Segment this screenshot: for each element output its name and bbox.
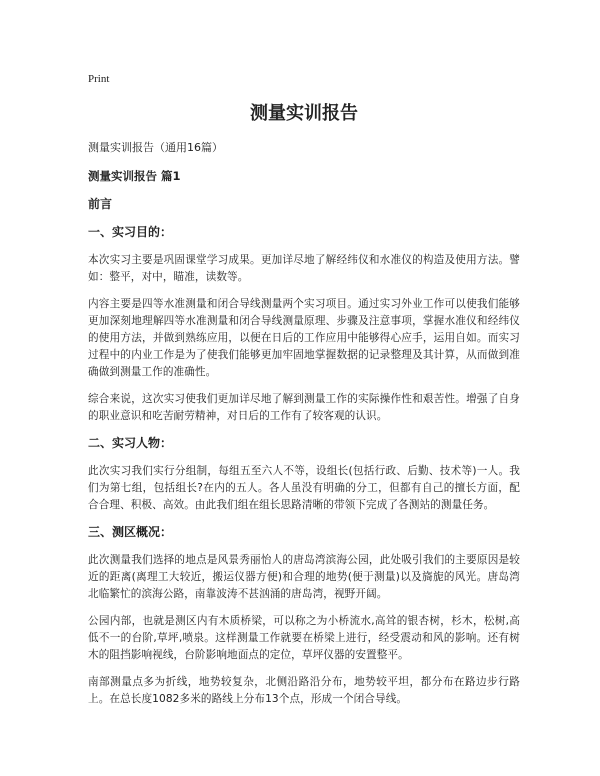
paragraph: 内容主要是四等水准测量和闭合导线测量两个实习项目。通过实习外业工作可以使我们能够更加深刻地理解四等水准测量和闭合导线测量原理、步骤及注意事项，掌握水准仪和经纬仪的使用方法，并做到熟练应用，以便在日后的工作应用中能够得心应手，运用自如。而实习过程中的内业工作是为了使我们能够更加牢固地掌握数据的记录整理及其计算，从而做到准确做到测量工作的准确性。 (88, 298, 520, 378)
paragraph: 此次实习我们实行分组制，每组五至六人不等，设组长(包括行政、后勤、技术等)一人。我们为第七组，包括组长?在内的五人。各人虽没有明确的分工，但都有自己的擅长方面，配合合理、积极、高效。由此我们组在组长思路清晰的带领下完成了各测站的测量任务。 (88, 465, 520, 511)
document-page (88, 72, 520, 718)
paragraph: 南部测量点多为折线，地势较复杂，北侧沿路沿分布，地势较平坦，都分布在路边步行路上。在总长度1082多米的路线上分布13个点，形成一个闭合导线。 (88, 676, 520, 705)
paragraph: 本次实习主要是巩固课堂学习成果。更加详尽地了解经纬仪和水准仪的构造及使用方法。譬如：整平，对中，瞄准，读数等。 (88, 254, 520, 283)
section-heading: 前言 (88, 197, 113, 211)
paragraph: 综合来说，这次实习使我们更加详尽地了解到测量工作的实际操作性和艰苦性。增强了自身的职业意识和吃苦耐劳精神，对日后的工作有了较客观的认识。 (88, 393, 520, 422)
section-heading: 一、实习目的： (88, 225, 173, 239)
document-title: 测量实训报告 (250, 103, 358, 124)
section-heading: 二、实习人物： (88, 436, 173, 450)
document-subtitle: 测量实训报告（通用16篇） (88, 141, 223, 154)
print-link[interactable]: Print (88, 73, 110, 85)
section-title: 测量实训报告 篇1 (88, 169, 181, 183)
paragraph: 公园内部，也就是测区内有木质桥梁，可以称之为小桥流水,高耸的银杏树，杉木，松树,高低不一的台阶,草坪,喷泉。这样测量工作就要在桥梁上进行，经受震动和风的影响。还有树木的阻挡影响视线，台阶影响地面点的定位，草坪仪器的安置整平。 (88, 615, 520, 661)
paragraph: 此次测量我们选择的地点是风景秀丽怡人的唐岛湾滨海公园，此处吸引我们的主要原因是较近的距离(离理工大较近，搬运仪器方便)和合理的地势(便于测量)以及旖旎的风光。唐岛湾北临繁忙的滨海公路，南靠波涛不甚汹涌的唐岛湾，视野开阔。 (88, 554, 520, 600)
section-heading: 三、测区概况： (88, 525, 173, 539)
document-body (88, 196, 520, 708)
